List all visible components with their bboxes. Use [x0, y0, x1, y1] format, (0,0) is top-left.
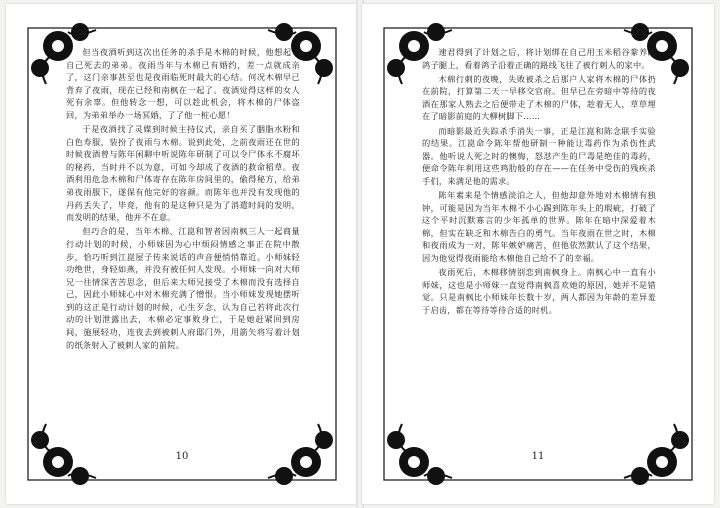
paragraph: 而暗影最近失踪杀手消失一事，正是江崑和陈念联手实验的结果。江崑命令陈年帮他研制一种能让毒药作为杀伤性武器。他听说人死之时的懊悔，怒怼产生的尸毒是绝佳的毒药，便命令陈年利用这些鸡肋般的存在——在任务中受伤的残疾杀手们，来满足他的需求。: [422, 125, 656, 186]
paragraph: 夜雨死后，木棉移情别恋到南枫身上。南枫心中一直有小师妹，这也是小师妹一直觉得南枫喜欢她的原因，她并不是错觉。只是南枫比小师妹年长数十岁，两人都因为年龄的差异羞于启齿，都在等待等待合适的时机。: [422, 267, 656, 315]
page-number: 10: [175, 451, 189, 462]
paragraph: 但当夜酒听到这次出任务的杀手是木棉的时候，他想起了自己死去的弟弟。夜雨当年与木棉已有婚约，差一点就成亲了，这门亲事甚至也是夜雨临死时最大的心结。何况木棉早已背弃了夜雨，现在已经和南枫在一起了。夜酒觉得这样的女人死有余辜。但他转念一想，可以趁此机会，将木棉的尸体盗回，为弟弟举办一场冥婚，了了他一桩心愿！: [66, 47, 300, 120]
page-number: 11: [531, 451, 545, 462]
paragraph: 但巧合的是，当年木棉、江崑和智者因南枫三人一起商量行动计划的时候，小师妹因为心中烦闷情感之事正在院中散步，恰巧听到江崑屋子传来说话的声音便悄悄靠近。小师妹轻功绝世，身轻如燕，并没有被任何人发现。小师妹一向对大师兄一往情深苦苦思念，但后来大师兄接受了木棉而没有选择自己，因此小师妹心中对木棉充满了憎恨。当小师妹发现她摆听到的这正是行动计划的时候，心生歹念，认为自己若将此次行动的计划泄露出去，木棉必定事败身亡，于是她赶紧回到房间，施展轻功，连夜去到被刺人府邸门外，用箭矢将写着计划的纸条射入了被刺人家的前院。: [66, 226, 300, 350]
right-page: [362, 4, 714, 504]
paragraph: 于是夜酒找了灵媒到时候主持仪式，亲自买了胭脂水粉和白色寿服，装扮了夜雨与木棉。说到此处，之前夜雨还在世的时候夜酒曾与陈年闲聊中听说陈年研制了可以令尸体永不腐坏的秘药，当时并不以为意，可如今却成了夜酒的救命稻草。夜酒利用危急木棉和尸体寄存在陈年房间里的，偷得秘方，给弟弟夜雨服下，遂保有他完好的容颜。而陈年也并没有发现他的丹药丢失了，毕竟，他有的是这种只是为了消遣时间的发明，而发明的结果，他并不在意。: [66, 124, 300, 223]
paragraph: 木棉行刺的夜晚，失败被杀之后那户人家将木棉的尸体扔在前院，打算第二天一早移交官府。但早已在旁暗中等待的夜酒在那家人熟去之后便带走了木棉的尸体，趁着无人，草草埋在了暗影前庭的大柳树脚下……: [422, 73, 656, 122]
right-page-text: [422, 46, 656, 444]
paragraph: 速君得到了计划之后，将计划绑在自己用玉米稻谷豢养的鸽子腿上，看着鸽子沿着正确的路线飞往了被行刺人的家中。: [422, 47, 656, 70]
paragraph: 陈年素来是个情感淡泊之人，但他却意外地对木棉情有独钟，可能是因为当年木棉不小心踢到陈年头上的瑕疵，打破了这个平时沉默寡言的少年孤单的世界。陈年在暗中深爱着木棉，但实在缺乏和木棉告白的勇气。当年夜雨在世之时，木棉和夜雨成为一对，陈年嫉妒痛苦，但他依然默认了这个结果，因为他觉得夜雨能给木棉他自己给不了的幸福。: [422, 190, 656, 263]
left-page-text: [66, 46, 300, 444]
left-page: [6, 4, 358, 504]
